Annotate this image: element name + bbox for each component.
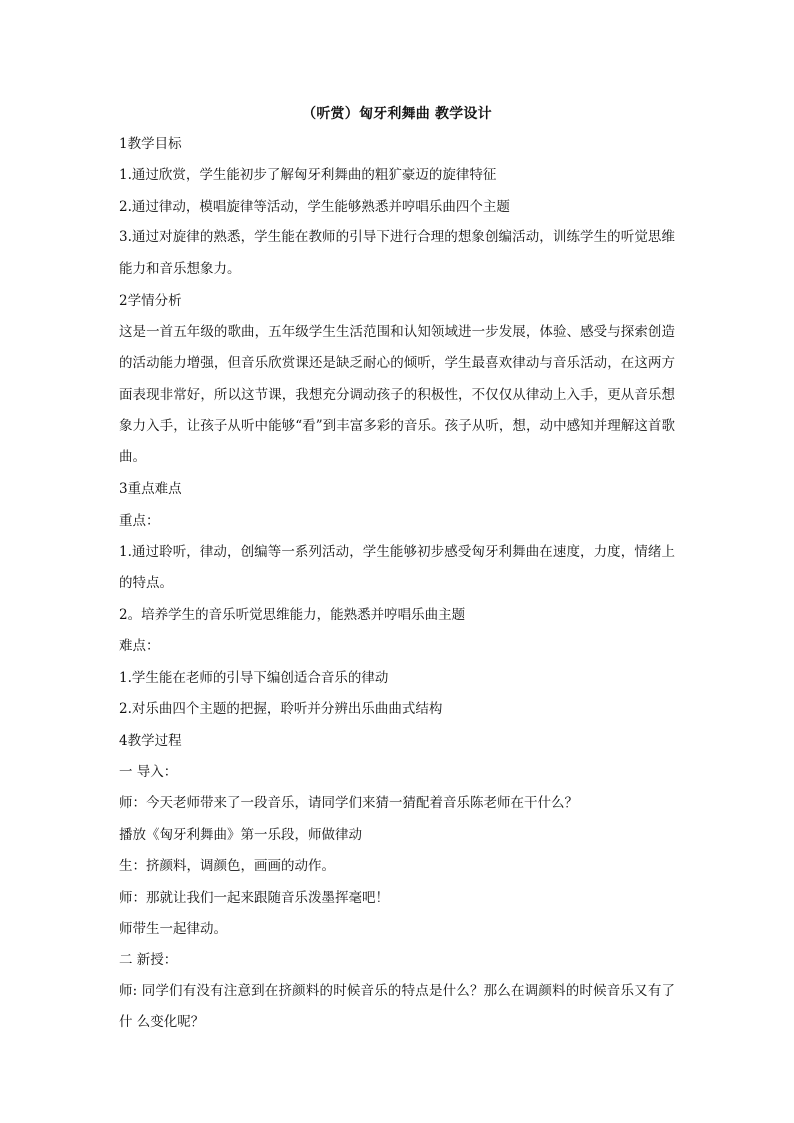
key-points-label: 重点： [119, 512, 160, 529]
document-body [119, 133, 675, 1044]
process-line: 师: 同学们有没有注意到在挤颜料的时候音乐的特点是什么？那么在调颜料的时候音乐又有了什 么变化呢？ [119, 983, 675, 1031]
section-heading-analysis: 2学情分析 [119, 292, 182, 309]
key-point-item: 2。培养学生的音乐听觉思维能力，能熟悉并哼唱乐曲主题 [119, 607, 466, 623]
process-step-heading: 二 新授： [119, 952, 178, 969]
section-heading-process: 4教学过程 [119, 732, 182, 749]
objective-item: 1.通过欣赏，学生能初步了解匈牙利舞曲的粗犷豪迈的旋律特征 [119, 167, 497, 184]
section-heading-key-points: 3重点难点 [119, 481, 182, 498]
document-title: （听赏）匈牙利舞曲 教学设计 [302, 106, 492, 122]
analysis-paragraph: 这是一首五年级的歌曲，五年级学生生活范围和认知领域进一步发展，体验、感受与探索创造的活动能力增强，但音乐欣赏课还是缺乏耐心的倾听，学生最喜欢律动与音乐活动，在这两方面表现非常好，所以这节课，我想充分调动孩子的积极性，不仅仅从律动上入手，更从音乐想象力入手，让孩子从听中能够“看”到丰富多彩的音乐。孩子从听，想，动中感知并理解这首歌曲。 [119, 323, 675, 466]
difficulty-item: 1.学生能在老师的引导下编创适合音乐的律动 [119, 669, 389, 686]
process-line: 师带生一起律动。 [119, 920, 227, 937]
difficulty-item: 2.对乐曲四个主题的把握，聆听并分辨出乐曲曲式结构 [119, 701, 443, 718]
section-heading-objectives: 1教学目标 [119, 136, 182, 152]
process-line: 师：今天老师带来了一段音乐，请同学们来猜一猜配着音乐陈老师在干什么？ [119, 795, 578, 812]
objective-item: 2.通过律动，模唱旋律等活动，学生能够熟悉并哼唱乐曲四个主题 [119, 198, 510, 215]
key-point-item: 1.通过聆听，律动，创编等一系列活动，学生能够初步感受匈牙利舞曲在速度，力度，情绪上的特点。 [119, 543, 675, 591]
process-line: 播放《匈牙利舞曲》第一乐段，师做律动 [119, 826, 362, 843]
process-line: 生：挤颜料，调颜色，画画的动作。 [119, 858, 335, 875]
process-step-heading: 一 导入： [119, 763, 178, 780]
objective-item: 3.通过对旋律的熟悉，学生能在教师的引导下进行合理的想象创编活动，训练学生的听觉思维能力和音乐想象力。 [119, 229, 675, 277]
process-line: 师：那就让我们一起来跟随音乐泼墨挥毫吧！ [119, 889, 389, 906]
difficulties-label: 难点： [119, 638, 160, 655]
